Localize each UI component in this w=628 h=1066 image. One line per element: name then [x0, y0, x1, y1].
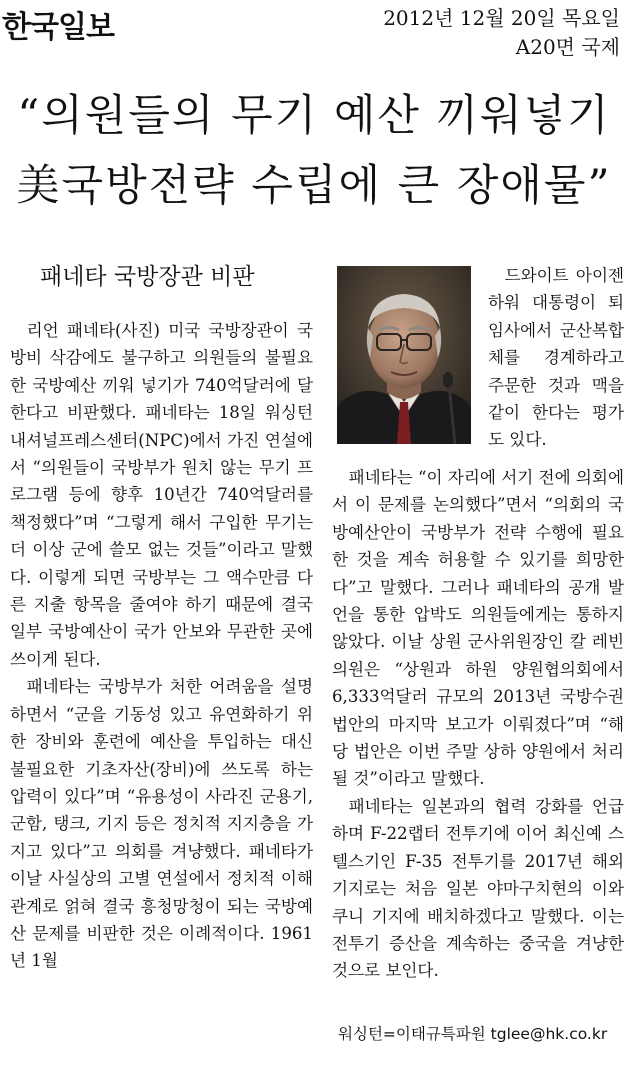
article-paragraph: 드와이트 아이젠하워 대통령이 퇴임사에서 군산복합체를 경계하라고 주문한 것과 맥을 같이 한다는 평가도 있다. — [488, 266, 624, 450]
headline-line-1: “의원들의 무기 예산 끼워넣기 — [17, 91, 611, 141]
article-paragraph: 패네타는 국방부가 처한 어려움을 설명하면서 “군을 기동성 있고 유연화하기 위한 장비와 훈련에 예산을 투입하는 대신 불필요한 기초자산(장비)에 쓰도록 하는 압력이 있다”며 “유용성이 사라진 군용기, 군함, 탱크, 기지 등은 정치적 지지층을 가지고 있다”고 의회를 겨냥했다. 패네타가 이날 사실상의 고별 연설에서 정치적 이해관계로 얽혀 결국 흥청망청이 되는 국방예산 문제를 비판한 것은 이례적이다. 1961년 1월 — [10, 677, 313, 971]
masthead — [0, 0, 628, 62]
page-section: A20면 국제 — [515, 35, 620, 59]
article-right-column — [332, 464, 624, 985]
article-paragraph: 패네타는 일본과의 협력 강화를 언급하며 F-22랩터 전투기에 이어 최신예 스텔스기인 F-35 전투기를 2017년 해외 기지로는 처음 일본 야마구치현의 이와쿠니 기지에 배치하겠다고 말했다. 이는 전투기 증산을 계속하는 중국을 겨냥한 것으로 보인다. — [332, 796, 624, 981]
article-paragraph: 패네타는 “이 자리에 서기 전에 의회에서 이 문제를 논의했다”면서 “의회의 국방예산안이 국방부가 전략 수행에 필요한 것을 계속 허용할 수 있기를 희망한다”고 말했다. 그러나 패네타의 공개 발언을 통한 압박도 의원들에게는 통하지 않았다. 이날 상원 군사위원장인 칼 레빈 의원은 “상원과 하원 양원협의회에서 6,333억달러 규모의 2013년 국방수권법안의 마지막 보고가 이뤄졌다”며 “해당 법안은 이번 주말 상하 양원에서 처리될 것”이라고 말했다. — [332, 468, 624, 789]
headline-line-2: 美국방전략 수립에 큰 장애물” — [16, 161, 612, 211]
article-left-column — [10, 317, 313, 975]
newspaper-logo: 한국일보 — [2, 10, 114, 45]
portrait-photo — [337, 266, 471, 444]
publication-date: 2012년 12월 20일 목요일 — [383, 6, 620, 30]
subheadline: 패네타 국방장관 비판 — [40, 264, 255, 290]
article-right-top-column — [488, 262, 624, 454]
article-paragraph: 리언 패네타(사진) 미국 국방장관이 국방비 삭감에도 불구하고 의원들의 불필요한 국방예산 끼워 넣기가 740억달러에 달한다고 비판했다. 패네타는 18일 워싱턴 내셔널프레스센터(NPC)에서 가진 연설에서 “의원들이 국방부가 원치 않는 무기 프로그램 등에 향후 10년간 740억달러를 책정했다”며 “그렇게 해서 구입한 무기는 더 이상 군에 쓸모 없는 것들”이라고 말했다. 이렇게 되면 국방부는 그 액수만큼 다른 지출 항목을 줄여야 하기 때문에 결국 일부 국방예산이 국가 안보와 무관한 곳에 쓰이게 된다. — [10, 321, 313, 669]
byline: 워싱턴=이태규특파원 tglee@hk.co.kr — [338, 1025, 608, 1043]
portrait-image — [337, 266, 471, 444]
